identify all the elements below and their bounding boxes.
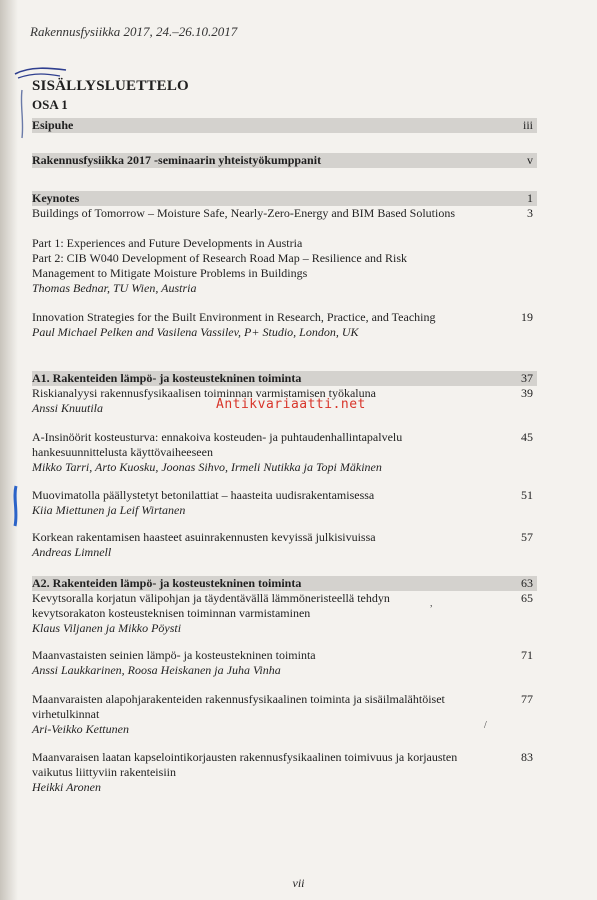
entry-title: Innovation Strategies for the Built Environment in Research, Practice, and Teaching <box>32 310 436 324</box>
entry-page: 19 <box>521 310 533 324</box>
section-label: Rakennusfysiikka 2017 -seminaarin yhteistyökumppanit <box>32 153 322 167</box>
entry-authors: Ari-Veikko Kettunen <box>32 722 129 736</box>
section-label: Esipuhe <box>32 118 74 132</box>
entry-title: Maanvastaisten seinien lämpö- ja kosteustekninen toiminta <box>32 648 316 662</box>
section-label: A2. Rakenteiden lämpö- ja kosteustekninen toiminta <box>32 576 302 590</box>
entry-title: Part 2: CIB W040 Development of Research Road Map – Resilience and Risk Management to Mitigate Moisture Problems in Buildings <box>32 251 408 280</box>
pencil-tick-icon: / <box>484 720 487 731</box>
entry-authors: Mikko Tarri, Arto Kuosku, Joonas Sihvo, Irmeli Nutikka ja Topi Mäkinen <box>32 460 382 474</box>
toc-entry <box>32 530 537 560</box>
entry-page: 45 <box>521 430 533 444</box>
toc-entry <box>32 251 537 296</box>
section-bar-esipuhe <box>32 118 537 133</box>
toc-entry <box>32 236 537 251</box>
part-title: OSA 1 <box>32 97 68 112</box>
section-page: 63 <box>521 576 533 590</box>
entry-title: Maanvaraisen laatan kapselointikorjausten rakennusfysikaalinen toimivuus ja korjausten vaikutus liittyviin rakenteisiin <box>32 750 458 779</box>
entry-page: 51 <box>521 488 533 502</box>
section-label: Keynotes <box>32 191 80 205</box>
page-number: vii <box>292 876 305 890</box>
section-bar-a1 <box>32 371 537 386</box>
entry-authors: Andreas Limnell <box>32 545 112 559</box>
entry-page: 77 <box>521 692 533 706</box>
toc-title: SISÄLLYSLUETTELO <box>32 78 189 94</box>
toc-entry <box>32 206 537 221</box>
entry-authors: Klaus Viljanen ja Mikko Pöysti <box>32 621 182 635</box>
entry-authors: Heikki Aronen <box>32 780 101 794</box>
toc-entry <box>32 310 537 340</box>
watermark: Antikvariaatti.net <box>216 397 366 412</box>
entry-page: 71 <box>521 648 533 662</box>
section-page: 1 <box>527 191 533 205</box>
entry-title: Korkean rakentamisen haasteet asuinrakennusten kevyissä julkisivuissa <box>32 530 376 544</box>
toc-entry <box>32 488 537 518</box>
entry-title: Muovimatolla päällystetyt betonilattiat – haasteita uudisrakentamisessa <box>32 488 375 502</box>
section-page: iii <box>522 118 533 132</box>
entry-title: Kevytsoralla korjatun välipohjan ja täydentävällä lämmöneristeellä tehdyn kevytsorakaton kosteusteknisen toiminnan varmistaminen <box>32 591 390 620</box>
entry-authors: Kiia Miettunen ja Leif Wirtanen <box>32 503 186 517</box>
toc-entry <box>32 648 537 678</box>
pencil-tick-icon: , <box>430 598 433 609</box>
entry-authors: Paul Michael Pelken and Vasilena Vassilev, P+ Studio, London, UK <box>32 325 359 339</box>
toc-entry <box>32 750 537 795</box>
toc-entry <box>32 430 537 475</box>
entry-title: Riskianalyysi rakennusfysikaalisen toiminnan varmistamisen työkaluna <box>32 386 376 400</box>
entry-title: Maanvaraisten alapohjarakenteiden rakennusfysikaalinen toiminta ja sisäilmalähtöiset virhetulkinnat <box>32 692 445 721</box>
entry-page: 57 <box>521 530 533 544</box>
running-head: Rakennusfysiikka 2017, 24.–26.10.2017 <box>30 24 238 39</box>
section-bar-keynotes <box>32 191 537 206</box>
entry-page: 39 <box>521 386 533 400</box>
entry-page: 3 <box>527 206 533 220</box>
entry-page: 83 <box>521 750 533 764</box>
entry-page: 65 <box>521 591 533 605</box>
entry-title: A-Insinöörit kosteusturva: ennakoiva kosteuden- ja puhtaudenhallintapalvelu hankesuunnittelusta käyttövaiheeseen <box>32 430 403 459</box>
toc-entry <box>32 591 537 636</box>
entry-title: Buildings of Tomorrow – Moisture Safe, Nearly-Zero-Energy and BIM Based Solutions <box>32 206 455 220</box>
entry-authors: Anssi Laukkarinen, Roosa Heiskanen ja Juha Vinha <box>32 663 281 677</box>
entry-authors: Thomas Bednar, TU Wien, Austria <box>32 281 197 295</box>
entry-title: Part 1: Experiences and Future Developments in Austria <box>32 236 303 250</box>
section-label: A1. Rakenteiden lämpö- ja kosteustekninen toiminta <box>32 371 302 385</box>
entry-authors: Anssi Knuutila <box>32 401 104 415</box>
toc-entry <box>32 692 537 737</box>
blue-ink-mark-icon <box>10 484 22 528</box>
section-page: 37 <box>521 371 533 385</box>
section-bar-partners <box>32 153 537 168</box>
section-page: v <box>527 153 533 167</box>
section-bar-a2 <box>32 576 537 591</box>
